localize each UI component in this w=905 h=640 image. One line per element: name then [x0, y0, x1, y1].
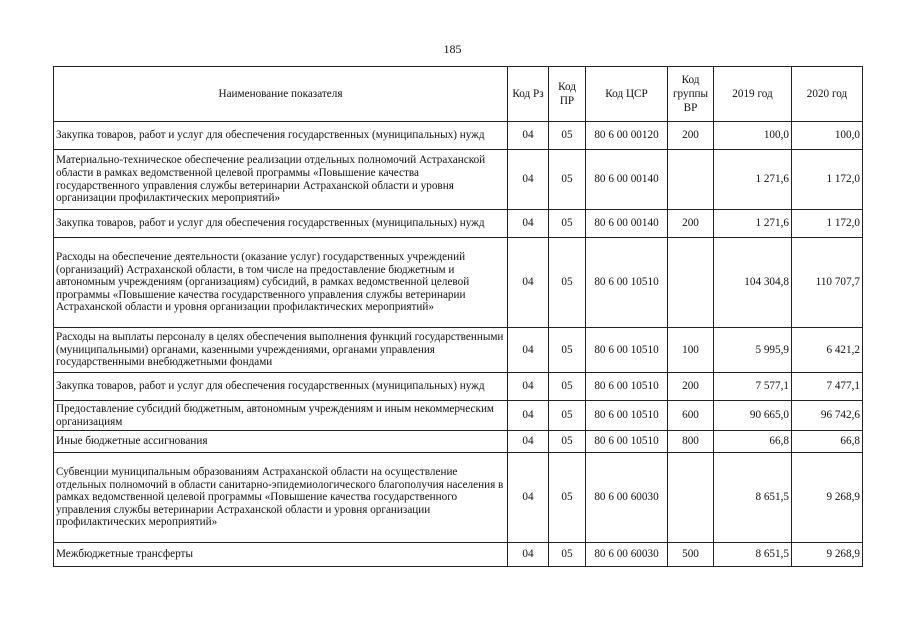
row-rz: 04: [508, 373, 549, 401]
table-row: [54, 431, 863, 453]
header-csr: Код ЦСР: [586, 67, 668, 122]
row-name: Межбюджетные трансферты: [54, 543, 508, 567]
row-2019: 100,0: [714, 122, 792, 150]
row-rz: 04: [508, 453, 549, 543]
row-rz: 04: [508, 210, 549, 238]
row-csr: 80 6 00 10510: [586, 401, 668, 431]
table-row: [54, 373, 863, 401]
row-2019: 7 577,1: [714, 373, 792, 401]
row-rz: 04: [508, 238, 549, 328]
row-2019: 8 651,5: [714, 453, 792, 543]
row-name: Закупка товаров, работ и услуг для обеспечения государственных (муниципальных) нужд: [54, 122, 508, 150]
row-csr: 80 6 00 00120: [586, 122, 668, 150]
row-vr: [668, 150, 714, 210]
row-pr: 05: [549, 453, 586, 543]
row-csr: 80 6 00 10510: [586, 238, 668, 328]
row-rz: 04: [508, 328, 549, 373]
row-pr: 05: [549, 122, 586, 150]
table-header-row: [54, 67, 863, 122]
table-row: [54, 543, 863, 567]
row-pr: 05: [549, 373, 586, 401]
row-vr: 500: [668, 543, 714, 567]
row-pr: 05: [549, 150, 586, 210]
row-name: Иные бюджетные ассигнования: [54, 431, 508, 453]
row-name: Закупка товаров, работ и услуг для обеспечения государственных (муниципальных) нужд: [54, 210, 508, 238]
row-rz: 04: [508, 431, 549, 453]
row-csr: 80 6 00 10510: [586, 431, 668, 453]
row-vr: [668, 238, 714, 328]
row-2019: 104 304,8: [714, 238, 792, 328]
row-2020: 1 172,0: [792, 150, 863, 210]
row-rz: 04: [508, 150, 549, 210]
row-2019: 66,8: [714, 431, 792, 453]
row-name: Субвенции муниципальным образованиям Астраханской области на осуществление отдельных полномочий в области санитарно-эпидемиологического благополучия населения в рамках ведомственной целевой программы «Повышение качества государственного управления службы ветеринарии Астраханской области и уровня организации профилактических мероприятий»: [54, 453, 508, 543]
row-2020: 66,8: [792, 431, 863, 453]
table-row: [54, 453, 863, 543]
header-name: Наименование показателя: [54, 67, 508, 122]
row-name: Предоставление субсидий бюджетным, автономным учреждениям и иным некоммерческим организациям: [54, 401, 508, 431]
table-row: [54, 401, 863, 431]
row-name: Материально-техническое обеспечение реализации отдельных полномочий Астраханской области в рамках ведомственной целевой программы «Повышение качества государственного управления службы ветеринарии Астраханской области и уровня организации профилактических мероприятий»: [54, 150, 508, 210]
row-2020: 96 742,6: [792, 401, 863, 431]
table-row: [54, 238, 863, 328]
row-vr: 800: [668, 431, 714, 453]
row-csr: 80 6 00 60030: [586, 453, 668, 543]
row-2019: 1 271,6: [714, 210, 792, 238]
row-vr: 100: [668, 328, 714, 373]
row-pr: 05: [549, 431, 586, 453]
row-vr: 200: [668, 373, 714, 401]
header-vr: Код группы ВР: [668, 67, 714, 122]
row-2020: 100,0: [792, 122, 863, 150]
row-pr: 05: [549, 543, 586, 567]
row-rz: 04: [508, 122, 549, 150]
row-2020: 110 707,7: [792, 238, 863, 328]
row-csr: 80 6 00 00140: [586, 210, 668, 238]
row-vr: 200: [668, 122, 714, 150]
row-2020: 9 268,9: [792, 453, 863, 543]
row-name: Расходы на обеспечение деятельности (оказание услуг) государственных учреждений (организаций) Астраханской области, в том числе на предоставление бюджетным и автономным учреждениям (организациям) субсидий, в рамках ведомственной целевой программы «Повышение качества государственного управления службы ветеринарии Астраханской области и уровня организации профилактических мероприятий»: [54, 238, 508, 328]
header-pr: Код ПР: [549, 67, 586, 122]
row-pr: 05: [549, 328, 586, 373]
row-pr: 05: [549, 210, 586, 238]
row-pr: 05: [549, 401, 586, 431]
row-2020: 7 477,1: [792, 373, 863, 401]
row-2019: 1 271,6: [714, 150, 792, 210]
row-2019: 90 665,0: [714, 401, 792, 431]
row-csr: 80 6 00 10510: [586, 373, 668, 401]
row-vr: 600: [668, 401, 714, 431]
row-rz: 04: [508, 543, 549, 567]
row-2020: 9 268,9: [792, 543, 863, 567]
row-csr: 80 6 00 10510: [586, 328, 668, 373]
budget-table: [53, 66, 863, 567]
row-2020: 6 421,2: [792, 328, 863, 373]
row-csr: 80 6 00 00140: [586, 150, 668, 210]
row-name: Закупка товаров, работ и услуг для обеспечения государственных (муниципальных) нужд: [54, 373, 508, 401]
header-rz: Код Рз: [508, 67, 549, 122]
row-name: Расходы на выплаты персоналу в целях обеспечения выполнения функций государственными (муниципальными) органами, казенными учреждениями, органами управления государственными внебюджетными фондами: [54, 328, 508, 373]
row-vr: [668, 453, 714, 543]
row-2020: 1 172,0: [792, 210, 863, 238]
header-2019: 2019 год: [714, 67, 792, 122]
table-row: [54, 210, 863, 238]
table-row: [54, 150, 863, 210]
row-2019: 8 651,5: [714, 543, 792, 567]
header-2020: 2020 год: [792, 67, 863, 122]
row-csr: 80 6 00 60030: [586, 543, 668, 567]
table-row: [54, 122, 863, 150]
table-row: [54, 328, 863, 373]
row-2019: 5 995,9: [714, 328, 792, 373]
row-rz: 04: [508, 401, 549, 431]
page-number: 185: [443, 42, 462, 56]
row-pr: 05: [549, 238, 586, 328]
row-vr: 200: [668, 210, 714, 238]
